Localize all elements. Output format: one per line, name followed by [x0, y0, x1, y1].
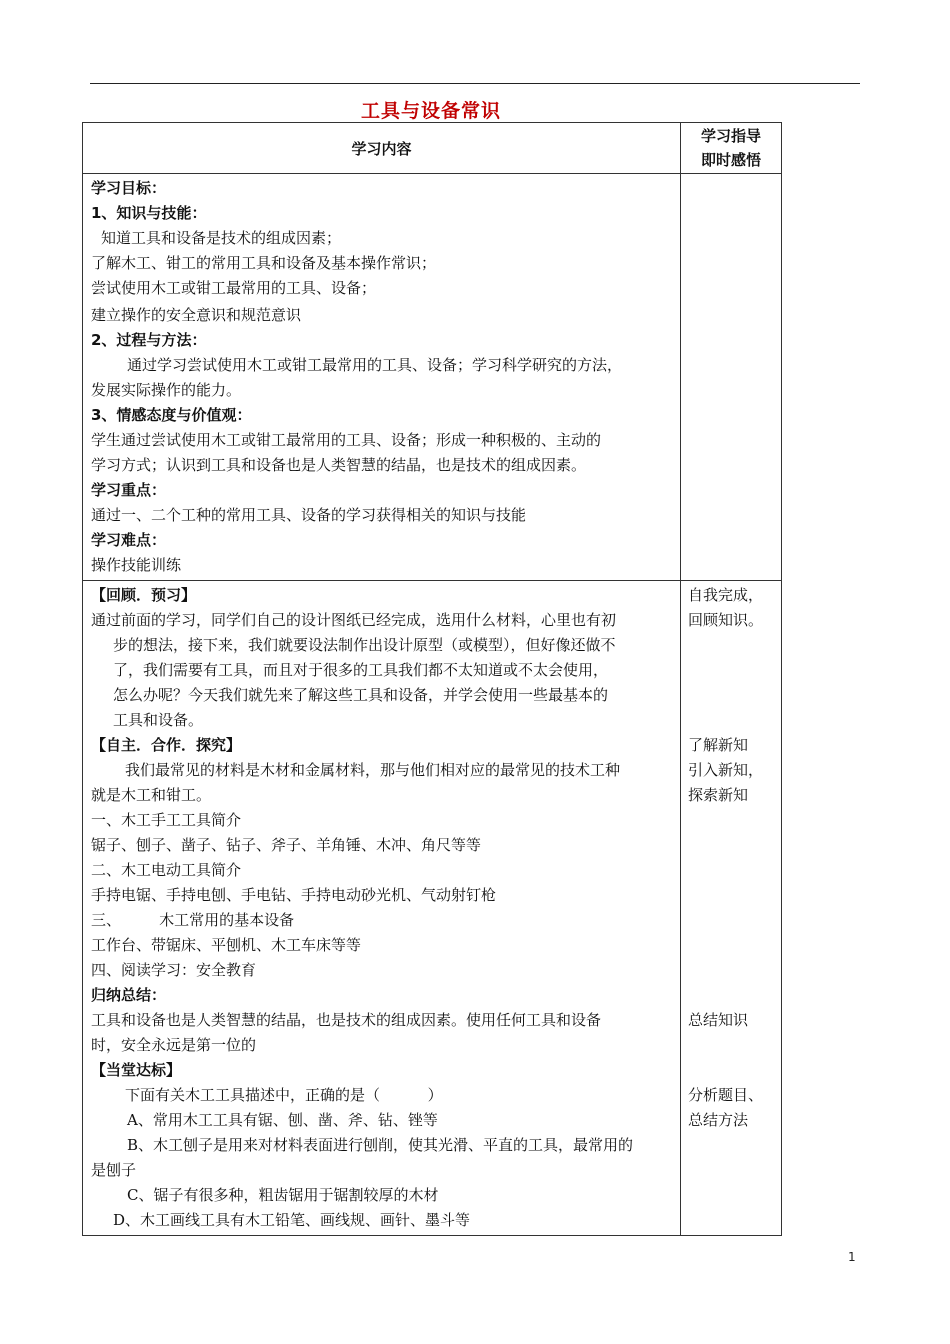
explore-intro: 就是木工和钳工。 [91, 786, 212, 804]
header-side [681, 123, 782, 174]
key-points-text: 通过一、二个工种的常用工具、设备的学习获得相关的知识与技能 [91, 506, 527, 524]
summary-text: 工具和设备也是人类智慧的结晶，也是技术的组成因素。使用任何工具和设备 [91, 1011, 602, 1029]
section-title: 三、 木工常用的基本设备 [91, 911, 295, 929]
top-rule [90, 83, 860, 84]
table-header-row [83, 123, 782, 174]
difficulty-heading: 学习难点： [91, 531, 167, 549]
side-note: 探索新知 [688, 786, 749, 804]
header-side-line2: 即时感悟 [700, 151, 761, 169]
explore-intro: 我们最常见的材料是木材和金属材料，那与他们相对应的最常见的技术工种 [125, 761, 621, 779]
section-content: 锯子、刨子、凿子、钻子、斧子、羊角锤、木冲、角尺等等 [91, 836, 482, 854]
activities-cell [83, 581, 681, 1236]
attitude-values-text: 学生通过尝试使用木工或钳工最常用的工具、设备；形成一种积极的、主动的 [91, 431, 602, 449]
side-spacer [688, 808, 777, 1008]
knowledge-skill-heading: 1、知识与技能： [91, 204, 207, 222]
activities-row [83, 581, 782, 1236]
header-main: 学习内容 [83, 123, 681, 174]
section-content: 工作台、带锯床、平刨机、木工车床等等 [91, 936, 362, 954]
side-note: 回顾知识。 [688, 611, 764, 629]
side-note: 总结方法 [688, 1111, 749, 1129]
side-note: 总结知识 [688, 1011, 749, 1029]
difficulty-text: 操作技能训练 [91, 556, 182, 574]
reading-item: 四、阅读学习：安全教育 [91, 961, 257, 979]
objectives-heading: 学习目标： [91, 179, 167, 197]
process-method-text: 通过学习尝试使用木工或钳工最常用的工具、设备；学习科学研究的方法， [127, 356, 623, 374]
page-number: 1 [848, 1250, 856, 1264]
explore-heading: 【自主．合作．探究】 [91, 736, 242, 754]
objective-item: 知道工具和设备是技术的组成因素； [101, 229, 342, 247]
section-title: 二、木工电动工具简介 [91, 861, 242, 879]
test-option-a: A、常用木工工具有锯、刨、凿、斧、钻、锉等 [127, 1111, 438, 1129]
review-text: 了，我们需要有工具，而且对于很多的工具我们都不太知道或不太会使用， [113, 661, 609, 679]
test-option-b: B、木工刨子是用来对材料表面进行刨削，使其光滑、平直的工具，最常用的 [127, 1136, 634, 1154]
summary-heading: 归纳总结： [91, 986, 167, 1004]
summary-text: 时，安全永远是第一位的 [91, 1036, 257, 1054]
objectives-side-cell [681, 174, 782, 581]
objective-item: 尝试使用木工或钳工最常用的工具、设备； [91, 279, 377, 297]
process-method-heading: 2、过程与方法： [91, 331, 207, 349]
test-option-c: C、锯子有很多种，粗齿锯用于锯割较厚的木材 [127, 1186, 439, 1204]
review-text: 通过前面的学习，同学们自己的设计图纸已经完成，选用什么材料，心里也有初 [91, 611, 617, 629]
attitude-values-text: 学习方式；认识到工具和设备也是人类智慧的结晶，也是技术的组成因素。 [91, 456, 587, 474]
test-option-b: 是刨子 [91, 1161, 137, 1179]
objective-item: 了解木工、钳工的常用工具和设备及基本操作常识； [91, 254, 437, 272]
key-points-heading: 学习重点： [91, 481, 167, 499]
section-title: 一、木工手工工具简介 [91, 811, 242, 829]
objectives-cell [83, 174, 681, 581]
side-note: 分析题目、 [688, 1086, 764, 1104]
header-side-line1: 学习指导 [700, 127, 761, 145]
test-question: 下面有关木工工具描述中，正确的是（ ） [125, 1086, 443, 1104]
review-heading: 【回顾．预习】 [91, 586, 197, 604]
document-title: 工具与设备常识 [360, 100, 501, 122]
attitude-values-heading: 3、情感态度与价值观： [91, 406, 252, 424]
review-text: 怎么办呢？今天我们就先来了解这些工具和设备，并学会使用一些最基本的 [113, 686, 609, 704]
lesson-table [82, 122, 782, 1236]
review-text: 工具和设备。 [113, 711, 204, 729]
objectives-row [83, 174, 782, 581]
side-spacer [688, 1033, 777, 1083]
side-note: 了解新知 [688, 736, 749, 754]
side-note: 自我完成， [688, 586, 764, 604]
section-content: 手持电锯、手持电刨、手电钻、手持电动砂光机、气动射钉枪 [91, 886, 497, 904]
process-method-text: 发展实际操作的能力。 [91, 381, 242, 399]
objective-item: 建立操作的安全意识和规范意识 [91, 306, 302, 324]
test-heading: 【当堂达标】 [91, 1061, 182, 1079]
side-spacer [688, 633, 777, 733]
test-option-d: D、木工画线工具有木工铅笔、画线规、画针、墨斗等 [113, 1211, 471, 1229]
review-text: 步的想法，接下来，我们就要设法制作出设计原型（或模型），但好像还做不 [113, 636, 616, 654]
side-note: 引入新知， [688, 761, 764, 779]
activities-side-cell [681, 581, 782, 1236]
